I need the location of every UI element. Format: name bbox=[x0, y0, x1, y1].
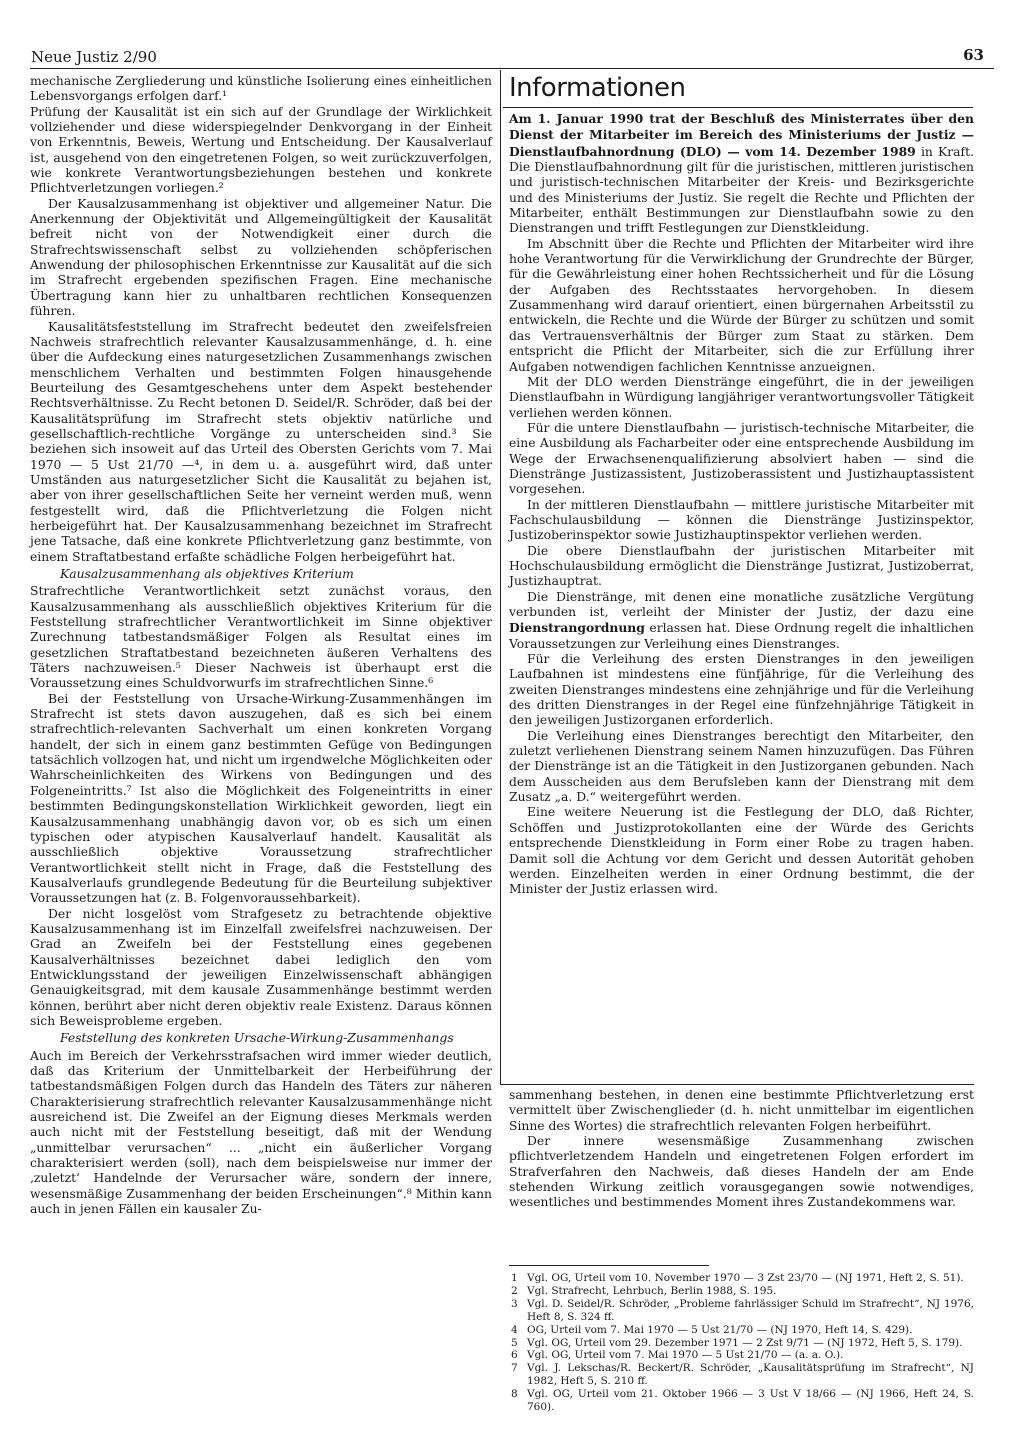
bold-lead: Am 1. Januar 1990 trat der Beschluß des Ministerrates über den Dienst der Mitarbeiter im Bereich des Ministeriums der Justiz — Dienstlaufbahnordnung (DLO) — vom 14. Dezember 1989 bbox=[509, 111, 974, 159]
footnote-number: 1 bbox=[511, 1272, 518, 1284]
footnote-number: 5 bbox=[511, 1336, 518, 1349]
footnote-text: Vgl. OG, Urteil vom 29. Dezember 1971 — 2 Zst 9/71 — (NJ 1972, Heft 5, S. 179). bbox=[527, 1336, 963, 1349]
footnote bbox=[511, 1298, 974, 1324]
footnote-text: Vgl. D. Seidel/R. Schröder, „Probleme fahrlässiger Schuld im Strafrecht“, NJ 1976, Heft 8, S. 324 ff. bbox=[527, 1297, 974, 1323]
paragraph: Eine weitere Neuerung ist die Festlegung der DLO, daß Richter, Schöffen und Justizprotokollanten eine der Würde des Gerichts entsprechende Dienstkleidung in Form einer Robe zu tragen haben. Damit soll die Achtung vor dem Gericht und dessen Autorität gehoben werden. Einzelheiten werden in einer Ordnung bestimmt, die der Minister der Justiz erlassen wird. bbox=[509, 805, 974, 897]
paragraph: Der Kausalzusammenhang ist objektiver und allgemeiner Natur. Die Anerkennung der Objektivität und Allgemeingültigkeit der Kausalität befreit nicht von der Notwendigkeit einer durch die Strafrechtswissenschaft selbst zu vollziehenden schöpferischen Anwendung der philosophischen Erkenntnisse zur Kausalität auf die sich im Strafrecht ergebenden spezifischen Fragen. Eine mechanische Übertragung kann hier zu unhaltbaren rechtlichen Konsequenzen führen. bbox=[30, 196, 492, 319]
section-title-rule bbox=[503, 107, 973, 108]
paragraph: Bei der Feststellung von Ursache-Wirkung-Zusammenhängen im Strafrecht ist stets davon auszugehen, daß es sich bei einem strafrechtlich-relevanten Sachverhalt um einen konkreten Vorgang handelt, der sich in einem ganz bestimmten Gefüge von Bedingungen tatsächlich vollzogen hat, und nicht um irgendwelche Möglichkeiten oder Wahrscheinlichkeiten des Wirkens von Bedingungen und des Folgeneintritts.⁷ Ist also die Möglichkeit des Folgeneintritts in einer bestimmten Bedingungskonstellation Wirklichkeit geworden, liegt ein Kausalzusammenhang unabhängig davon vor, ob es sich um einen typischen oder atypischen Kausalverlauf handelt. Kausalität als ausschließlich objektive Voraussetzung strafrechtlicher Verantwortlichkeit stellt nicht in Frage, daß die Feststellung des Kausalverlaufs grundlegende Bedeutung für die Beurteilung subjektiver Voraussetzungen hat (z. B. Folgenvoraussehbarkeit). bbox=[30, 691, 492, 906]
header-rule bbox=[30, 68, 994, 69]
footnote-text: Vgl. Strafrecht, Lehrbuch, Berlin 1988, S. 195. bbox=[527, 1284, 777, 1297]
paragraph: mechanische Zergliederung und künstliche Isolierung eines einheitlichen Lebensvorgangs erfolgen darf.¹ bbox=[30, 74, 492, 104]
footnote bbox=[511, 1349, 974, 1362]
section-heading: Feststellung des konkreten Ursache-Wirkung-Zusammenhangs bbox=[60, 1031, 454, 1046]
page-number: 63 bbox=[963, 46, 984, 64]
paragraph-rest: in Kraft. Die Dienstlaufbahnordnung gilt für die juristischen, mittleren juristischen und juristisch-technischen Mitarbeiter der Kreis- und Bezirksgerichte und des Ministeriums der Justiz. Sie regelt die Rechte und Pflichten der Mitarbeiter, enthält Bestimmungen zur Dienstlaufbahn sowie zu den Dienstrangen und trifft Festlegungen zur Dienstkleidung. bbox=[509, 144, 974, 236]
paragraph: Die Verleihung eines Dienstranges berechtigt den Mitarbeiter, den zuletzt verliehenen Dienstrang seinem Namen hinzuzufügen. Das Führen der Dienstränge ist an die Tätigkeit in den Justizorganen gebunden. Nach dem Ausscheiden aus dem Berufsleben kann der Dienstrang mit dem Zusatz „a. D.“ weitergeführt werden. bbox=[509, 728, 974, 805]
footnote-text: OG, Urteil vom 7. Mai 1970 — 5 Ust 21/70 — (NJ 1970, Heft 14, S. 429). bbox=[527, 1323, 913, 1336]
continuation-column bbox=[509, 1088, 974, 1211]
footnote-number: 3 bbox=[511, 1297, 518, 1310]
paragraph: Im Abschnitt über die Rechte und Pflichten der Mitarbeiter wird ihre hohe Verantwortung für die Verwirklichung der Grundrechte der Bürger, für die Gewährleistung einer hohen Rechtssicherheit und für die Lösung der Aufgaben des Rechtsstaates hervorgehoben. In diesem Zusammenhang wird darauf orientiert, einen bürgernahen Arbeitsstil zu entwickeln, die Rechte und die Würde der Bürger zu schützen und somit das Vertrauensverhältnis der Bürger zum Staat zu stärken. Dem entspricht die Pflicht der Mitarbeiter, sich die zur Erfüllung ihrer Aufgaben notwendigen fachlichen Kenntnisse anzueignen. bbox=[509, 236, 974, 374]
running-header-journal: Neue Justiz 2/90 bbox=[31, 48, 157, 66]
paragraph: In der mittleren Dienstlaufbahn — mittlere juristische Mitarbeiter mit Fachschulausbildung — können die Dienstränge Justizinspektor, Justizoberinspektor sowie Justizhauptinspektor verliehen werden. bbox=[509, 497, 974, 543]
paragraph bbox=[509, 111, 974, 237]
footnote-number: 2 bbox=[511, 1284, 518, 1297]
footnote-number: 6 bbox=[511, 1349, 518, 1362]
footnote-number: 4 bbox=[511, 1323, 518, 1336]
footnote-text: Vgl. OG, Urteil vom 7. Mai 1970 — 5 Ust 21/70 — (a. a. O.). bbox=[527, 1349, 844, 1362]
footnotes bbox=[511, 1272, 974, 1414]
paragraph: Die obere Dienstlaufbahn der juristischen Mitarbeiter mit Hochschulausbildung ermöglicht die Dienstränge Justizrat, Justizoberrat, Justizhauptrat. bbox=[509, 543, 974, 589]
footnote-text: Vgl. OG, Urteil vom 21. Oktober 1966 — 3 Ust V 18/66 — (NJ 1966, Heft 24, S. 760). bbox=[527, 1388, 974, 1414]
paragraph: Für die Verleihung des ersten Dienstranges in den jeweiligen Laufbahnen ist mindestens eine fünfjährige, für die Verleihung des zweiten Dienstranges mindestens eine zehnjährige und für die Verleihung des dritten Dienstranges in der Regel eine fünfzehnjährige Tätigkeit in den jeweiligen Justizorganen erforderlich. bbox=[509, 652, 974, 728]
footnote bbox=[511, 1285, 974, 1298]
paragraph-part: Die Dienstränge, mit denen eine monatliche zusätzliche Vergütung verbunden ist, verleiht der Minister der Justiz, der dazu eine bbox=[509, 589, 974, 619]
footnote bbox=[511, 1362, 974, 1388]
footnote-number: 8 bbox=[511, 1388, 518, 1401]
paragraph: Der nicht losgelöst vom Strafgesetz zu betrachtende objektive Kausalzusammenhang ist im Einzelfall zweifelsfrei nachzuweisen. Der Grad an Zweifeln bei der Feststellung eines gegebenen Kausalverhältnisses bezeichnet dabei lediglich den vom Entwicklungsstand der jeweiligen Einzelwissenschaft abhängigen Genauigkeitsgrad, mit dem kausale Zusammenhänge bestimmt werden können, berührt aber nicht deren objektiv reale Existenz. Daraus können sich Beweisprobleme ergeben. bbox=[30, 906, 492, 1028]
footnote bbox=[511, 1337, 974, 1350]
paragraph bbox=[509, 590, 974, 652]
right-column bbox=[509, 72, 974, 898]
footnote bbox=[511, 1324, 974, 1337]
paragraph: Strafrechtliche Verantwortlichkeit setzt zunächst voraus, den Kausalzusammenhang als ausschließlich objektives Kriterium für die Feststellung strafrechtlicher Verantwortlichkeit im Sinne objektiver Zurechnung tatbestandsmäßiger Folgen als Resultat eines im gesetzlichen Straftatbestand bezeichneten äußeren Verhaltens des Täters nachzuweisen.⁵ Dieser Nachweis ist überhaupt erst die Voraussetzung eines Schuldvorwurfs im strafrechtlichen Sinne.⁶ bbox=[30, 584, 492, 691]
paragraph-part: erlassen hat. Diese Ordnung regelt die inhaltlichen Voraussetzungen zur Verleihung eines Dienstranges. bbox=[509, 621, 974, 651]
footnote bbox=[511, 1272, 974, 1285]
paragraph: sammenhang bestehen, in denen eine bestimmte Pflichtverletzung erst vermittelt über Zwischenglieder (d. h. nicht unmittelbar im eigentlichen Sinne des Wortes) die strafrechtlich relevanten Folgen herbeiführt. bbox=[509, 1088, 974, 1133]
footnote bbox=[511, 1388, 974, 1414]
footnote-rule bbox=[509, 1265, 709, 1266]
bold-term: Dienstrangordnung bbox=[509, 620, 645, 636]
box-bottom-rule bbox=[501, 1084, 974, 1085]
footnote-text: Vgl. J. Lekschas/R. Beckert/R. Schröder, „Kausalitätsprüfung im Strafrecht“, NJ 1982, Heft 5, S. 210 ff. bbox=[527, 1362, 974, 1388]
paragraph: Der innere wesensmäßige Zusammenhang zwischen pflichtverletzendem Handeln und eingetretenen Folgen erfordert im Strafverfahren den Nachweis, daß dieses Handeln der am Ende stehenden Wirkung zeitlich vorausgegangen sowie notwendiges, wesentliches und bestimmendes Moment ihres Zustandekommens war. bbox=[509, 1134, 974, 1210]
paragraph: Auch im Bereich der Verkehrsstrafsachen wird immer wieder deutlich, daß das Kriterium der Unmittelbarkeit der Herbeiführung der tatbestandsmäßigen Folgen durch das Handeln des Täters zur näheren Charakterisierung strafrechtlich relevanter Kausalzusammenhänge nicht ausreichend ist. Die Zweifel an der Eignung dieses Merkmals werden auch nicht mit der Feststellung beseitigt, daß mit der Wendung „unmittelbar verursachen“ ... „nicht ein äußerlicher Vorgang charakterisiert werden (soll), nach dem beispielsweise nur immer der ‚zuletzt‘ Handelnde der Verursacher wäre, sondern der innere, wesensmäßige Zusammenhang der beiden Erscheinungen“.⁸ Mithin kann auch in jenen Fällen ein kausaler Zu- bbox=[30, 1048, 492, 1217]
column-divider bbox=[500, 70, 501, 1085]
paragraph: Kausalitätsfeststellung im Strafrecht bedeutet den zweifelsfreien Nachweis strafrechtlich relevanter Kausalzusammenhänge, d. h. eine über die Aufdeckung eines naturgesetzlichen Zusammenhangs zwischen menschlichem Verhalten und bestimmten Folgen hinausgehende Beurteilung des Gesamtgeschehens unter dem Aspekt bestehender Rechtsverhältnisse. Zu Recht betonen D. Seidel/R. Schröder, daß bei der Kausalitätsprüfung im Strafrecht stets objektiv natürliche und gesellschaftlich-rechtliche Vorgänge zu unterscheiden sind.³ Sie beziehen sich insoweit auf das Urteil des Obersten Gerichts vom 7. Mai 1970 — 5 Ust 21/70 —⁴, in dem u. a. ausgeführt wird, daß unter Umständen aus naturgesetzlicher Sicht die Kausalität zu bejahen ist, aber von ihrer gesellschaftlichen Seite her verneint werden muß, wenn festgestellt wird, daß die Pflichtverletzung die Folgen nicht herbeigeführt hat. Der Kausalzusammenhang bezeichnet im Strafrecht jene Tatsache, daß eine konkrete Pflichtverletzung ganz bestimmte, von einem Straftatbestand erfaßte schädliche Folgen herbeigeführt hat. bbox=[30, 319, 492, 564]
footnote-text: Vgl. OG, Urteil vom 10. November 1970 — 3 Zst 23/70 — (NJ 1971, Heft 2, S. 51). bbox=[527, 1272, 964, 1284]
paragraph: Mit der DLO werden Dienstränge eingeführt, die in der jeweiligen Dienstlaufbahn in Würdigung langjähriger verantwortungsvoller Tätigkeit verliehen werden können. bbox=[509, 374, 974, 420]
footnote-number: 7 bbox=[511, 1362, 518, 1375]
paragraph: Für die untere Dienstlaufbahn — juristisch-technische Mitarbeiter, die eine Ausbildung als Facharbeiter oder eine entsprechende Ausbildung im Wege der Erwachsenenqualifizierung absolviert haben — sind die Dienstränge Justizassistent, Justizoberassistent und Justizhauptassistent vorgesehen. bbox=[509, 420, 974, 497]
paragraph: Prüfung der Kausalität ist ein sich auf der Grundlage der Wirklichkeit vollziehender und diese widerspiegelnder Denkvorgang in der Einheit von Erkenntnis, Beweis, Wertung und Entscheidung. Der Kausalverlauf ist, ausgehend von den eingetretenen Folgen, so weit zurückzuverfolgen, wie konkrete Verantwortungsbeziehungen bestehen und konkrete Pflichtverletzungen vorliegen.² bbox=[30, 104, 492, 196]
section-title-informationen: Informationen bbox=[509, 73, 686, 103]
section-heading: Kausalzusammenhang als objektives Kriterium bbox=[60, 567, 354, 581]
left-column bbox=[30, 74, 492, 1217]
